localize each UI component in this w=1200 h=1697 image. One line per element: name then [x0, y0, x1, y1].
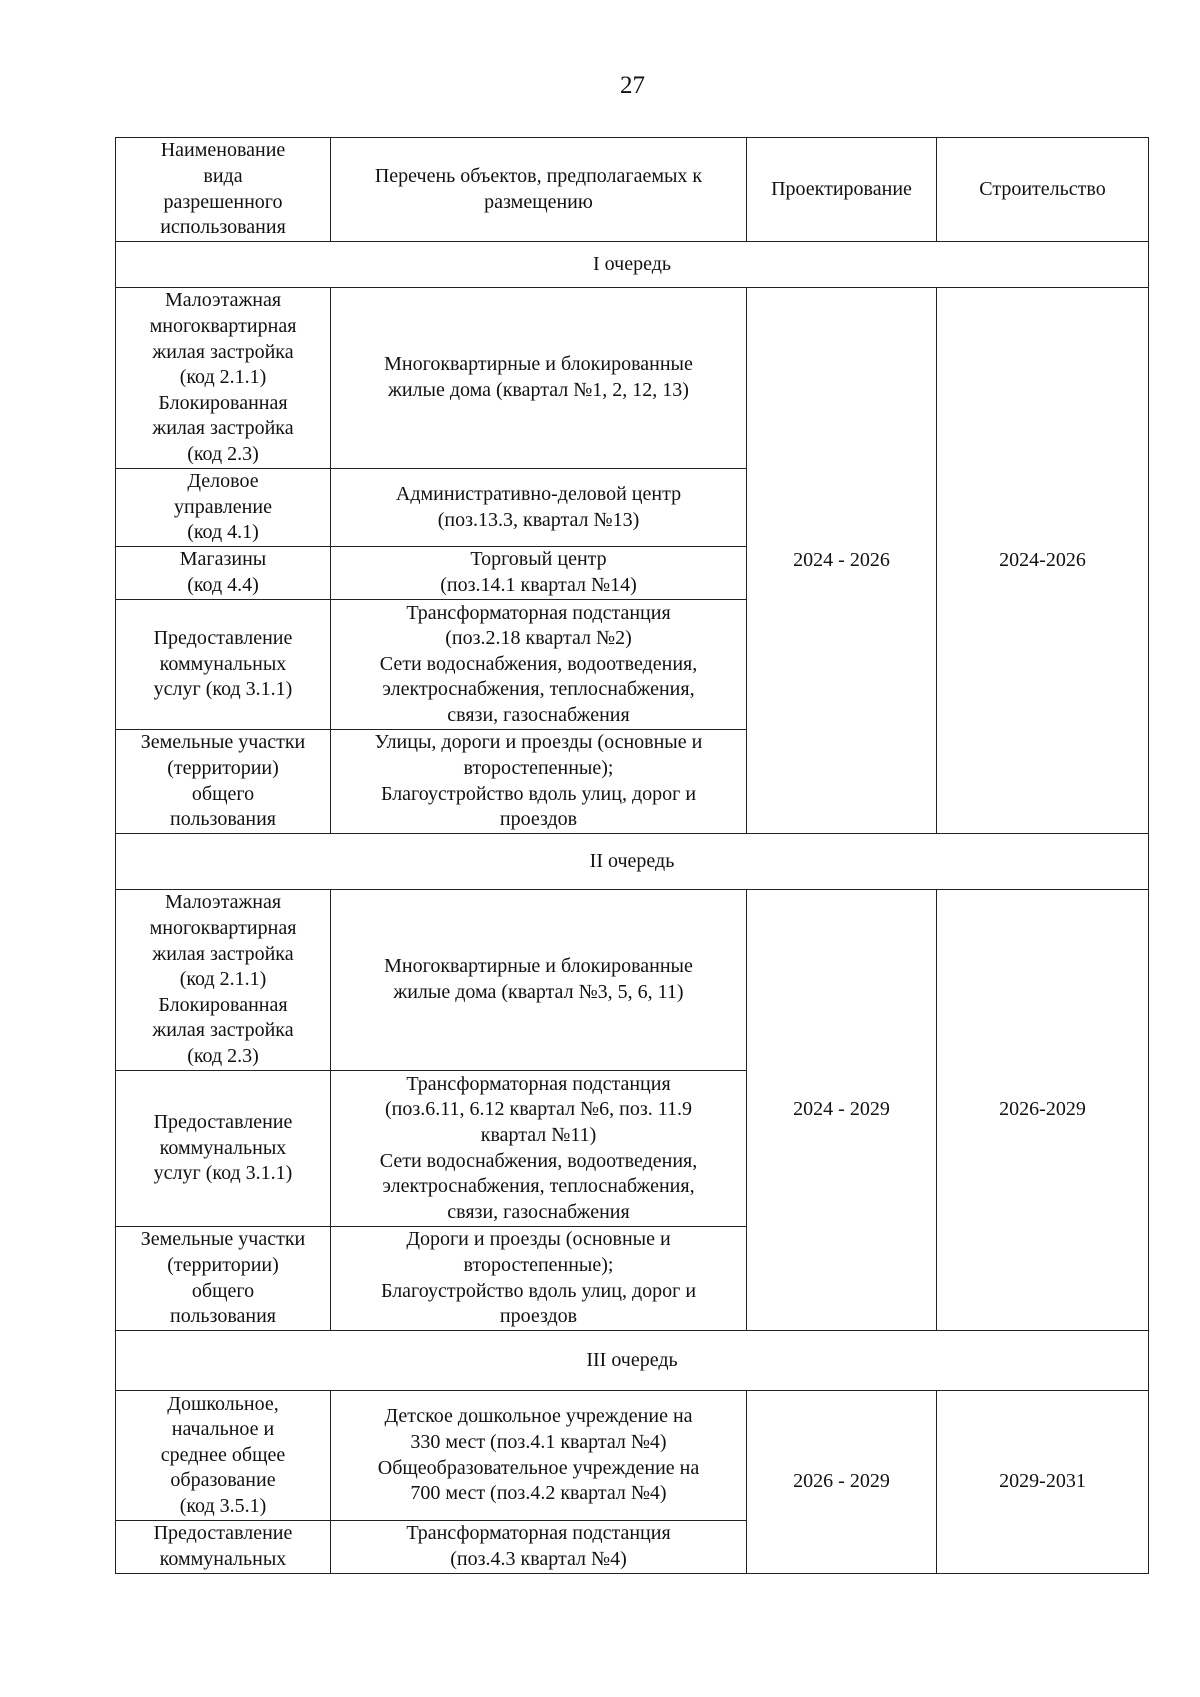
design-period-cell: 2024 - 2029	[747, 890, 937, 1331]
design-period-cell: 2024 - 2026	[747, 288, 937, 834]
objects-cell: Дороги и проезды (основные и второстепенные); Благоустройство вдоль улиц, дорог и проездов	[331, 1227, 747, 1331]
header-permitted-use: Наименование вида разрешенного использования	[116, 138, 331, 242]
objects-cell: Трансформаторная подстанция (поз.2.18 квартал №2) Сети водоснабжения, водоотведения, электроснабжения, теплоснабжения, связи, газоснабжения	[331, 600, 747, 730]
header-design: Проектирование	[747, 138, 937, 242]
objects-cell: Административно-деловой центр (поз.13.3, квартал №13)	[331, 469, 747, 547]
stage-title: III очередь	[116, 1331, 1149, 1391]
objects-cell: Трансформаторная подстанция (поз.4.3 квартал №4)	[331, 1521, 747, 1574]
permitted-use-cell: Магазины (код 4.4)	[116, 547, 331, 600]
construction-period-cell: 2026-2029	[937, 890, 1149, 1331]
permitted-use-cell: Предоставление коммунальных	[116, 1521, 331, 1574]
permitted-use-cell: Земельные участки (территории) общего пользования	[116, 730, 331, 834]
objects-cell: Улицы, дороги и проезды (основные и второстепенные); Благоустройство вдоль улиц, дорог и проездов	[331, 730, 747, 834]
page-number: 27	[620, 72, 645, 99]
design-period-cell: 2026 - 2029	[747, 1391, 937, 1574]
stage-row	[116, 834, 1149, 890]
table-row	[116, 1391, 1149, 1521]
objects-cell: Торговый центр (поз.14.1 квартал №14)	[331, 547, 747, 600]
permitted-use-cell: Дошкольное, начальное и среднее общее образование (код 3.5.1)	[116, 1391, 331, 1521]
construction-period-cell: 2024-2026	[937, 288, 1149, 834]
objects-cell: Детское дошкольное учреждение на 330 мест (поз.4.1 квартал №4) Общеобразовательное учреждение на 700 мест (поз.4.2 квартал №4)	[331, 1391, 747, 1521]
stage-title: II очередь	[116, 834, 1149, 890]
permitted-use-cell: Малоэтажная многоквартирная жилая застройка (код 2.1.1) Блокированная жилая застройка (код 2.3)	[116, 890, 331, 1071]
permitted-use-cell: Предоставление коммунальных услуг (код 3.1.1)	[116, 600, 331, 730]
permitted-use-cell: Малоэтажная многоквартирная жилая застройка (код 2.1.1) Блокированная жилая застройка (код 2.3)	[116, 288, 331, 469]
header-row	[116, 138, 1149, 242]
permitted-use-cell: Предоставление коммунальных услуг (код 3.1.1)	[116, 1071, 331, 1227]
header-objects-list: Перечень объектов, предполагаемых к размещению	[331, 138, 747, 242]
stage-title: I очередь	[116, 242, 1149, 288]
objects-cell: Трансформаторная подстанция (поз.6.11, 6.12 квартал №6, поз. 11.9 квартал №11) Сети водоснабжения, водоотведения, электроснабжения, теплоснабжения, связи, газоснабжения	[331, 1071, 747, 1227]
stage-row	[116, 1331, 1149, 1391]
header-construction: Строительство	[937, 138, 1149, 242]
permitted-use-cell: Земельные участки (территории) общего пользования	[116, 1227, 331, 1331]
table-row	[116, 288, 1149, 469]
table-row	[116, 890, 1149, 1071]
permitted-use-cell: Деловое управление (код 4.1)	[116, 469, 331, 547]
stage-row	[116, 242, 1149, 288]
construction-period-cell: 2029-2031	[937, 1391, 1149, 1574]
objects-cell: Многоквартирные и блокированные жилые дома (квартал №3, 5, 6, 11)	[331, 890, 747, 1071]
construction-schedule-table	[115, 137, 1149, 1574]
objects-cell: Многоквартирные и блокированные жилые дома (квартал №1, 2, 12, 13)	[331, 288, 747, 469]
